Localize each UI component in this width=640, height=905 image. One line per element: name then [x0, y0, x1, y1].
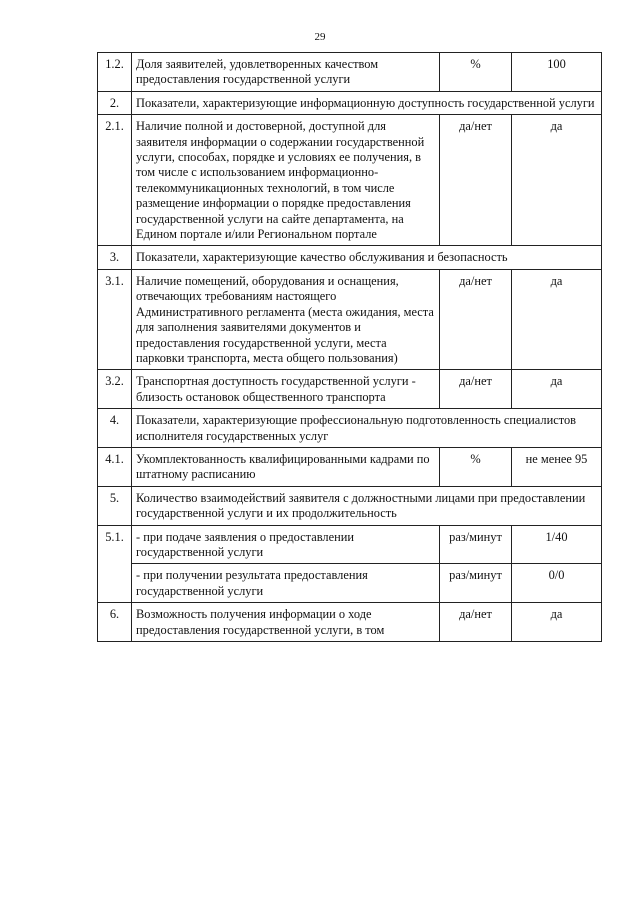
row-unit: да/нет [440, 370, 512, 409]
row-unit: % [440, 53, 512, 92]
row-text: Укомплектованность квалифицированными кадрами по штатному расписанию [132, 447, 440, 486]
row-text: Возможность получения информации о ходе предоставления государственной услуги, в том [132, 603, 440, 642]
table-row [98, 370, 602, 409]
row-unit: раз/минут [440, 564, 512, 603]
page-number: 29 [314, 31, 326, 43]
row-value: да [512, 115, 602, 246]
indicators-table [97, 52, 602, 642]
row-unit: % [440, 447, 512, 486]
row-unit: да/нет [440, 269, 512, 369]
row-value: 0/0 [512, 564, 602, 603]
row-value: 100 [512, 53, 602, 92]
row-number: 1.2. [98, 53, 132, 92]
row-number: 6. [98, 603, 132, 642]
row-unit: раз/минут [440, 525, 512, 564]
section-heading: Количество взаимодействий заявителя с должностными лицами при предоставлении государственной услуги и их продолжительность [132, 486, 602, 525]
section-heading: Показатели, характеризующие информационную доступность государственной услуги [132, 91, 602, 114]
table-row [98, 447, 602, 486]
table-row [98, 91, 602, 114]
row-number: 3. [98, 246, 132, 269]
row-value: да [512, 603, 602, 642]
table-row [98, 564, 602, 603]
row-text: Наличие помещений, оборудования и оснащения, отвечающих требованиям настоящего Административного регламента (места ожидания, места для заполнения заявителями документов и предоставления государственной услуги, места парковки транспорта, места общего пользования) [132, 269, 440, 369]
section-heading: Показатели, характеризующие качество обслуживания и безопасность [132, 246, 602, 269]
row-text: Транспортная доступность государственной услуги - близость остановок общественного транспорта [132, 370, 440, 409]
row-unit: да/нет [440, 115, 512, 246]
table-row [98, 603, 602, 642]
table-row [98, 409, 602, 448]
row-number: 3.2. [98, 370, 132, 409]
row-number: 5. [98, 486, 132, 525]
row-number: 3.1. [98, 269, 132, 369]
row-value: да [512, 269, 602, 369]
row-value: да [512, 370, 602, 409]
row-number: 5.1. [98, 525, 132, 564]
row-number: 4. [98, 409, 132, 448]
table-row [98, 486, 602, 525]
row-text: Наличие полной и достоверной, доступной для заявителя информации о содержании государственной услуги, способах, порядке и условиях ее получения, в том числе с использованием информационно-телекоммуникационных технологий, в том числе размещение информации о порядке предоставления государственной услуги на сайте департамента, на Едином портале и/или Региональном портале [132, 115, 440, 246]
row-number: 2.1. [98, 115, 132, 246]
table-row [98, 246, 602, 269]
row-number [98, 564, 132, 603]
row-unit: да/нет [440, 603, 512, 642]
row-text: - при подаче заявления о предоставлении государственной услуги [132, 525, 440, 564]
row-value: 1/40 [512, 525, 602, 564]
section-heading: Показатели, характеризующие профессиональную подготовленность специалистов исполнителя государственных услуг [132, 409, 602, 448]
row-text: Доля заявителей, удовлетворенных качеством предоставления государственной услуги [132, 53, 440, 92]
table-row [98, 115, 602, 246]
row-value: не менее 95 [512, 447, 602, 486]
row-text: - при получении результата предоставления государственной услуги [132, 564, 440, 603]
row-number: 4.1. [98, 447, 132, 486]
table-row [98, 53, 602, 92]
table-row [98, 525, 602, 564]
row-number: 2. [98, 91, 132, 114]
table-row [98, 269, 602, 369]
